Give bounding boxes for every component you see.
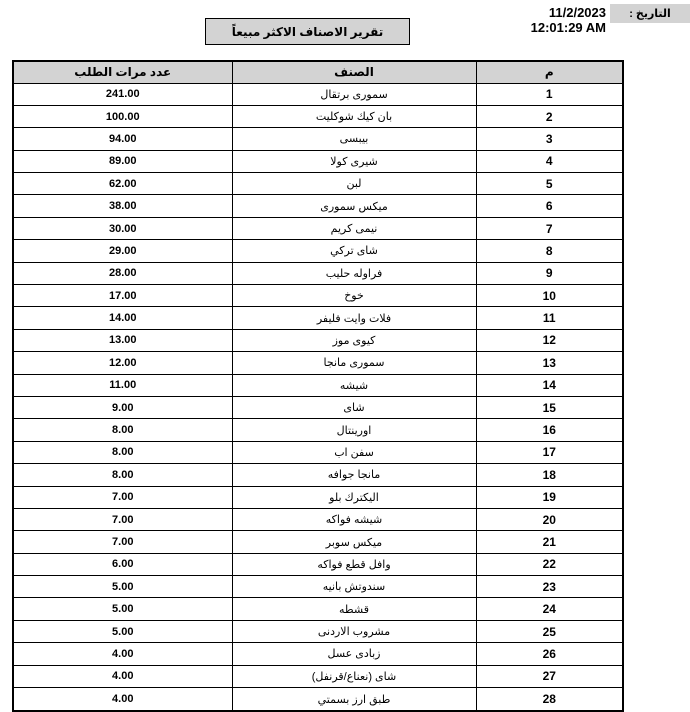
item-name-cell: وافل قطع فواكه [232, 553, 476, 575]
row-number-cell: 27 [476, 665, 623, 687]
row-number-cell: 19 [476, 486, 623, 508]
order-count-cell: 4.00 [13, 643, 232, 665]
item-name-cell: ميكس سوبر [232, 531, 476, 553]
item-name-cell: خوخ [232, 285, 476, 307]
table-row [13, 464, 623, 486]
table-row [13, 508, 623, 530]
table-row [13, 307, 623, 329]
order-count-cell: 5.00 [13, 598, 232, 620]
row-number-cell: 17 [476, 441, 623, 463]
table-row [13, 285, 623, 307]
item-name-cell: شيشه [232, 374, 476, 396]
item-name-cell: اليكترك بلو [232, 486, 476, 508]
order-count-cell: 241.00 [13, 83, 232, 105]
order-count-cell: 8.00 [13, 441, 232, 463]
table-row [13, 486, 623, 508]
order-count-cell: 17.00 [13, 285, 232, 307]
item-name-cell: سمورى برتقال [232, 83, 476, 105]
table-row [13, 128, 623, 150]
item-name-cell: سفن اب [232, 441, 476, 463]
items-table [12, 60, 624, 712]
table-row [13, 441, 623, 463]
report-date: 11/2/2023 [548, 5, 606, 20]
table-row [13, 83, 623, 105]
table-header-row [13, 61, 623, 83]
item-name-cell: مانجا جوافه [232, 464, 476, 486]
order-count-cell: 12.00 [13, 352, 232, 374]
table-row [13, 262, 623, 284]
row-number-cell: 15 [476, 396, 623, 418]
item-name-cell: مشروب الاردنى [232, 620, 476, 642]
order-count-cell: 28.00 [13, 262, 232, 284]
item-name-cell: قشطه [232, 598, 476, 620]
order-count-cell: 8.00 [13, 419, 232, 441]
order-count-cell: 94.00 [13, 128, 232, 150]
table-row [13, 105, 623, 127]
table-row [13, 419, 623, 441]
row-number-cell: 16 [476, 419, 623, 441]
order-count-cell: 4.00 [13, 665, 232, 687]
column-header-number: م [476, 61, 623, 83]
item-name-cell: ميكس سمورى [232, 195, 476, 217]
table-row [13, 217, 623, 239]
order-count-cell: 38.00 [13, 195, 232, 217]
table-row [13, 553, 623, 575]
table-row [13, 598, 623, 620]
table-row [13, 195, 623, 217]
order-count-cell: 30.00 [13, 217, 232, 239]
column-header-order-count: عدد مرات الطلب [13, 61, 232, 83]
table-row [13, 665, 623, 687]
item-name-cell: اورينتال [232, 419, 476, 441]
report-title: تقرير الاصناف الاكثر مبيعاً [205, 18, 410, 45]
row-number-cell: 23 [476, 576, 623, 598]
order-count-cell: 7.00 [13, 508, 232, 530]
table-body [13, 83, 623, 711]
table-row [13, 329, 623, 351]
row-number-cell: 18 [476, 464, 623, 486]
table-row [13, 150, 623, 172]
column-header-item: الصنف [232, 61, 476, 83]
item-name-cell: كيوى موز [232, 329, 476, 351]
table-row [13, 240, 623, 262]
row-number-cell: 3 [476, 128, 623, 150]
item-name-cell: نيمى كريم [232, 217, 476, 239]
row-number-cell: 9 [476, 262, 623, 284]
row-number-cell: 12 [476, 329, 623, 351]
row-number-cell: 13 [476, 352, 623, 374]
item-name-cell: بان كيك شوكليت [232, 105, 476, 127]
item-name-cell: شيرى كولا [232, 150, 476, 172]
order-count-cell: 29.00 [13, 240, 232, 262]
table-row [13, 173, 623, 195]
order-count-cell: 8.00 [13, 464, 232, 486]
table-row [13, 688, 623, 711]
row-number-cell: 2 [476, 105, 623, 127]
report-time: 12:01:29 AM [530, 20, 606, 35]
datetime-block [486, 5, 606, 35]
row-number-cell: 5 [476, 173, 623, 195]
item-name-cell: شاى [232, 396, 476, 418]
row-number-cell: 6 [476, 195, 623, 217]
item-name-cell: طبق ارز بسمتي [232, 688, 476, 711]
item-name-cell: فراوله حليب [232, 262, 476, 284]
order-count-cell: 89.00 [13, 150, 232, 172]
order-count-cell: 13.00 [13, 329, 232, 351]
order-count-cell: 4.00 [13, 688, 232, 711]
item-name-cell: سمورى مانجا [232, 352, 476, 374]
row-number-cell: 28 [476, 688, 623, 711]
order-count-cell: 9.00 [13, 396, 232, 418]
item-name-cell: شاى تركي [232, 240, 476, 262]
row-number-cell: 4 [476, 150, 623, 172]
row-number-cell: 22 [476, 553, 623, 575]
row-number-cell: 11 [476, 307, 623, 329]
order-count-cell: 5.00 [13, 620, 232, 642]
table-row [13, 531, 623, 553]
order-count-cell: 62.00 [13, 173, 232, 195]
row-number-cell: 24 [476, 598, 623, 620]
order-count-cell: 14.00 [13, 307, 232, 329]
item-name-cell: سندوتش بانيه [232, 576, 476, 598]
row-number-cell: 26 [476, 643, 623, 665]
order-count-cell: 5.00 [13, 576, 232, 598]
row-number-cell: 1 [476, 83, 623, 105]
order-count-cell: 7.00 [13, 531, 232, 553]
table-row [13, 374, 623, 396]
item-name-cell: زبادى عسل [232, 643, 476, 665]
row-number-cell: 7 [476, 217, 623, 239]
order-count-cell: 7.00 [13, 486, 232, 508]
item-name-cell: شيشه فواكه [232, 508, 476, 530]
item-name-cell: شاى (نعناع/قرنفل) [232, 665, 476, 687]
table-row [13, 352, 623, 374]
row-number-cell: 8 [476, 240, 623, 262]
order-count-cell: 100.00 [13, 105, 232, 127]
order-count-cell: 6.00 [13, 553, 232, 575]
table-row [13, 643, 623, 665]
row-number-cell: 21 [476, 531, 623, 553]
row-number-cell: 20 [476, 508, 623, 530]
table-row [13, 396, 623, 418]
date-label: التاريخ : [610, 4, 690, 23]
order-count-cell: 11.00 [13, 374, 232, 396]
table-row [13, 620, 623, 642]
row-number-cell: 25 [476, 620, 623, 642]
row-number-cell: 10 [476, 285, 623, 307]
row-number-cell: 14 [476, 374, 623, 396]
item-name-cell: لبن [232, 173, 476, 195]
table-row [13, 576, 623, 598]
item-name-cell: بيبسى [232, 128, 476, 150]
item-name-cell: فلات وايت فليفر [232, 307, 476, 329]
